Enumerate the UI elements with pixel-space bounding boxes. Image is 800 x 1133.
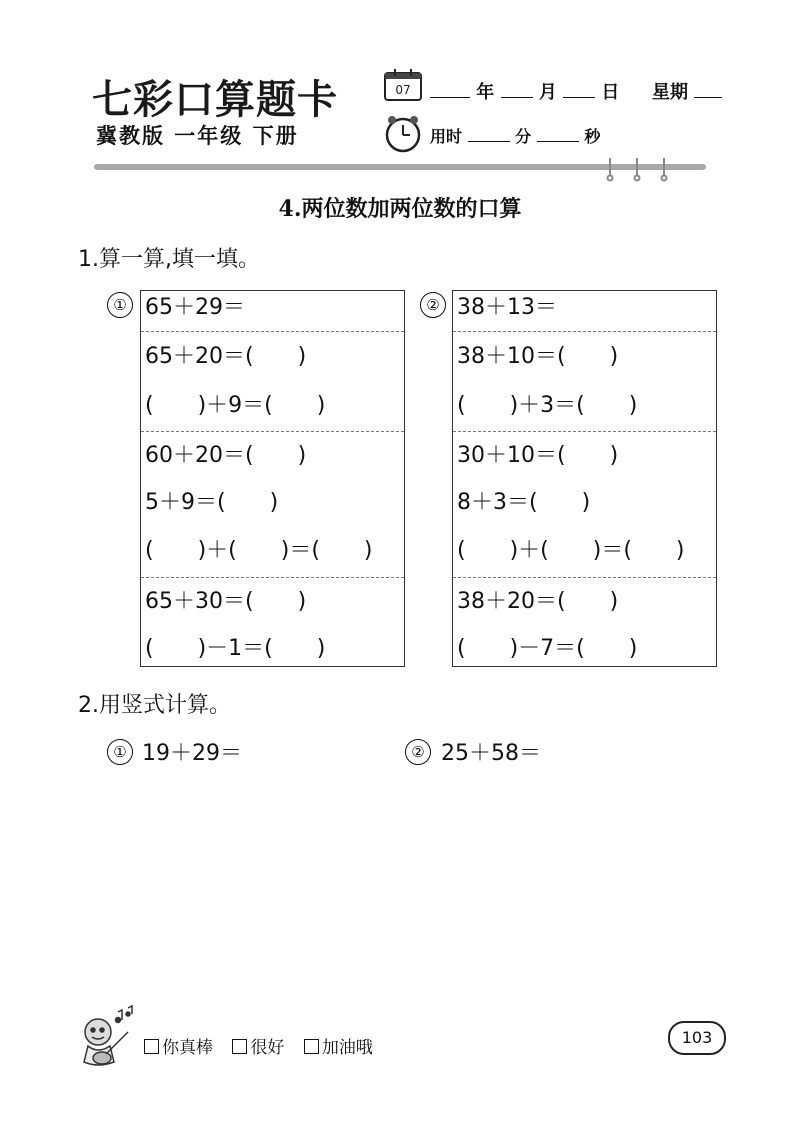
rating-checkboxes [144,1033,387,1058]
box2-line-6[interactable]: ( )＋( )＝( ) [457,538,685,563]
box1-line-3[interactable]: ( )＋9＝( ) [145,393,326,418]
checkbox-icon[interactable] [144,1039,159,1054]
checkbox-icon[interactable] [232,1039,247,1054]
calendar-icon-text: 07 [395,83,411,97]
box1-line-6[interactable]: ( )＋( )＝( ) [145,538,373,563]
minutes-blank[interactable] [468,127,510,142]
seconds-blank[interactable] [537,127,579,142]
time-used-label: 用时 [430,127,463,146]
box1-line-1[interactable]: 65＋29＝ [145,295,245,320]
clock-icon [383,114,423,154]
problem1-expression[interactable]: 19＋29＝ [142,741,242,766]
rating-great-label: 你真棒 [162,1038,213,1058]
section-title: 4.两位数加两位数的口算 [278,196,522,222]
guitar-mascot-icon [70,1002,140,1072]
exercise-box-1 [140,290,405,667]
exercise-box-2 [452,290,717,667]
rating-keep-going[interactable] [304,1038,373,1058]
date-fill-line [430,78,722,104]
box2-line-2[interactable]: 38＋10＝( ) [457,344,619,369]
page-number: 103 [668,1021,726,1055]
dashed-separator [141,577,404,578]
binder-pins-icon [602,156,672,182]
brand-title: 七彩口算题卡 [92,76,338,123]
time-fill-line [430,124,600,147]
minutes-label: 分 [515,127,532,146]
rating-keep-going-label: 加油哦 [321,1038,373,1058]
month-blank[interactable] [501,83,533,98]
problem2-marker: ② [405,739,431,765]
day-blank[interactable] [563,83,595,98]
box1-line-7[interactable]: 65＋30＝( ) [145,589,307,614]
dashed-separator [141,331,404,332]
box2-line-4[interactable]: 30＋10＝( ) [457,443,619,468]
checkbox-icon[interactable] [304,1039,319,1054]
day-label: 日 [601,82,620,103]
box2-marker: ② [420,292,446,318]
box1-line-4[interactable]: 60＋20＝( ) [145,443,307,468]
box1-line-2[interactable]: 65＋20＝( ) [145,344,307,369]
question2-prompt: 2.用竖式计算。 [78,693,231,718]
calendar-icon [383,68,423,102]
box1-marker: ① [107,292,133,318]
box1-line-8[interactable]: ( )－1＝( ) [145,636,326,661]
rating-good[interactable] [232,1038,284,1058]
dashed-separator [453,577,716,578]
box2-line-8[interactable]: ( )－7＝( ) [457,636,638,661]
box2-line-5[interactable]: 8＋3＝( ) [457,490,591,515]
box2-line-3[interactable]: ( )＋3＝( ) [457,393,638,418]
seconds-label: 秒 [584,127,601,146]
rating-great[interactable] [144,1038,213,1058]
dashed-separator [141,431,404,432]
rating-good-label: 很好 [250,1038,285,1058]
box2-line-1[interactable]: 38＋13＝ [457,295,557,320]
weekday-label: 星期 [651,82,688,103]
weekday-blank[interactable] [694,83,722,98]
box1-line-5[interactable]: 5＋9＝( ) [145,490,279,515]
dashed-separator [453,431,716,432]
year-label: 年 [476,82,495,103]
month-label: 月 [538,82,557,103]
year-blank[interactable] [430,83,470,98]
dashed-separator [453,331,716,332]
box2-line-7[interactable]: 38＋20＝( ) [457,589,619,614]
edition-subtitle: 冀教版 一年级 下册 [96,124,299,148]
problem1-marker: ① [107,739,133,765]
question1-prompt: 1.算一算,填一填。 [78,247,260,272]
problem2-expression[interactable]: 25＋58＝ [441,741,541,766]
